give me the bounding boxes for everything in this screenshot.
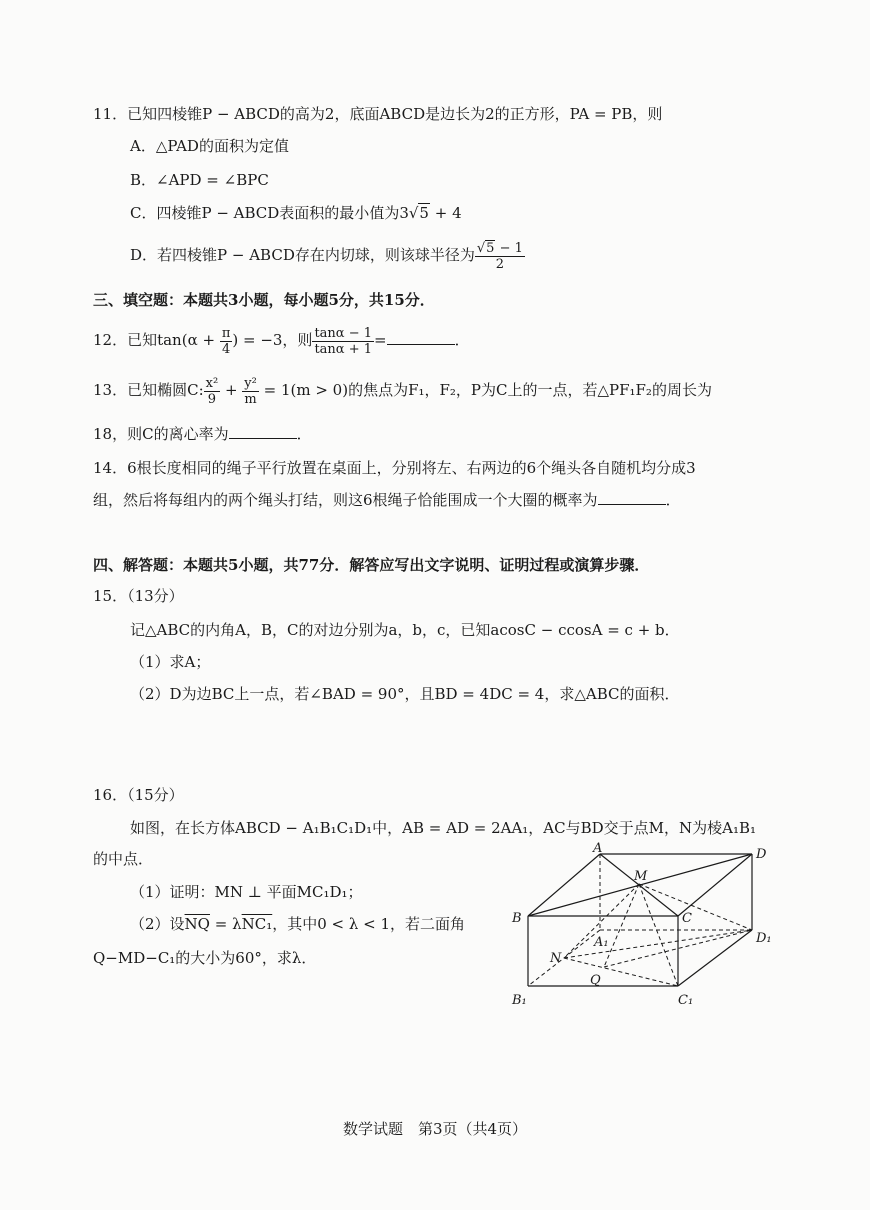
segment-nd1 (564, 930, 752, 958)
q12-tan-fraction (312, 326, 374, 357)
q13-line2 (93, 424, 312, 444)
q11-option-c: C．四棱锥P − ABCD表面积的最小值为3√5 + 4 (130, 204, 462, 222)
q13-line1 (93, 372, 712, 408)
label-d: D (756, 847, 767, 862)
label-a: A (593, 842, 603, 856)
q13-y-den: m (244, 391, 257, 407)
q11-option-a: A．△PAD的面积为定值 (130, 137, 289, 155)
q11-d-fraction: $\frac{√5 - 1}{2}$ (476, 240, 523, 272)
label-a1: A₁ (594, 935, 609, 950)
q11-d-radicand: 5 (486, 240, 495, 256)
edge-cd (678, 854, 752, 916)
q13-y-num: y² (244, 375, 257, 391)
section-3-heading: 三、填空题：本题共3小题，每小题5分，共15分． (93, 291, 435, 309)
q13-x-fraction (204, 376, 221, 407)
q12-end: ． (454, 331, 470, 349)
q13-plus: + (220, 381, 243, 399)
q13-y-fraction (242, 376, 259, 407)
q13-post: = 1(m > 0)的焦点为F₁，F₂，P为C上的一点，若△PF₁F₂的周长为 (258, 381, 712, 399)
q12-mid: ) = −3，则 (232, 331, 313, 349)
page-footer: 数学试题 第3页（共4页） (342, 1120, 528, 1138)
label-m: M (634, 869, 648, 884)
edge-c1d1 (678, 930, 752, 986)
label-b: B (512, 911, 522, 926)
q14-line2 (93, 490, 681, 510)
q11-c-tail: + 4 (429, 204, 462, 222)
q11-d-num-tail: − 1 (495, 240, 523, 256)
label-q: Q (590, 973, 601, 988)
q12 (93, 322, 470, 358)
q16-line1: 如图，在长方体ABCD − A₁B₁C₁D₁中，AB = AD = 2AA₁，AC与BD交于点M，N为棱A₁B₁ (130, 819, 757, 837)
q11-c-text: C．四棱锥P − ABCD表面积的最小值为3 (130, 204, 409, 222)
label-d1: D₁ (756, 931, 772, 946)
q12-pi-den: 4 (221, 341, 231, 357)
q11-c-radicand: 5 (419, 204, 429, 222)
q13-line2-text: 18，则C的离心率为 (93, 425, 229, 443)
segment-mq (604, 884, 639, 967)
q13-x-num: x² (205, 375, 219, 391)
q15-heading: 15．（13分） (93, 587, 184, 605)
q13-pre: 13．已知椭圆C: (93, 381, 204, 399)
q11-stem: 11．已知四棱锥P − ABCD的高为2，底面ABCD是边长为2的正方形，PA = PB，则 (93, 105, 663, 123)
q12-pi-num: π (221, 325, 231, 341)
q16-part1: （1）证明：MN ⊥ 平面MC₁D₁； (130, 883, 363, 901)
segment-nc1 (564, 958, 678, 986)
label-b1: B₁ (512, 993, 527, 1008)
segment-md1 (639, 884, 752, 930)
edge-ab (528, 854, 600, 916)
label-c1: C₁ (678, 993, 694, 1008)
q14-answer-blank[interactable] (598, 490, 666, 505)
q12-pi-fraction (220, 326, 233, 357)
q11-option-d (130, 238, 525, 272)
q12-tan-num: tanα − 1 (314, 325, 372, 341)
q16-p2-mid: = λ (209, 915, 242, 933)
q14-line1: 14．6根长度相同的绳子平行放置在桌面上，分别将左、右两边的6个绳头各自随机均分成3 (93, 459, 696, 477)
q16-vector-nc1: NC₁ (241, 915, 273, 933)
q11-option-b: B．∠APD = ∠BPC (130, 171, 269, 189)
q15-part2: （2）D为边BC上一点，若∠BAD = 90°，且BD = 4DC = 4，求△ABC的面积． (130, 685, 680, 703)
q15-stem: 记△ABC的内角A，B，C的对边分别为a，b，c，已知acosC − ccosA = c + b． (130, 621, 680, 639)
q16-p2-pre: （2）设 (130, 915, 185, 933)
label-n: N (550, 951, 562, 966)
section-4-heading: 四、解答题：本题共5小题，共77分．解答应写出文字说明、证明过程或演算步骤． (93, 556, 650, 574)
q13-end: ． (296, 425, 312, 443)
q14-line2-text: 组，然后将每组内的两个绳头打结，则这6根绳子恰能围成一个大圈的概率为 (93, 491, 598, 509)
q16-vector-nq: $\overline{NQ}$ (184, 915, 210, 933)
q12-tan-den: tanα + 1 (314, 341, 372, 357)
q13-answer-blank[interactable] (229, 424, 297, 439)
q16-part2 (130, 914, 465, 934)
q12-pre: 12．已知tan(α + (93, 331, 220, 349)
q11-d-text: D．若四棱锥P − ABCD存在内切球，则该球半径为 (130, 246, 475, 264)
q16-part3: Q−MD−C₁的大小为60°，求λ． (93, 949, 317, 967)
label-c: C (682, 911, 692, 926)
cuboid-figure (500, 842, 800, 1022)
q12-eq: = (374, 331, 387, 349)
q13-x-den: 9 (207, 391, 217, 407)
q14-end: ． (665, 491, 681, 509)
q11-d-denominator: 2 (495, 256, 505, 272)
q16-heading: 16．（15分） (93, 786, 184, 804)
q16-p2-post: ，其中0 < λ < 1，若二面角 (272, 915, 466, 933)
q16-line2: 的中点． (93, 850, 154, 868)
segment-mc1 (639, 884, 678, 986)
q12-answer-blank[interactable] (387, 330, 455, 345)
diagonal-bd (528, 854, 752, 916)
q15-part1: （1）求A； (130, 653, 211, 671)
